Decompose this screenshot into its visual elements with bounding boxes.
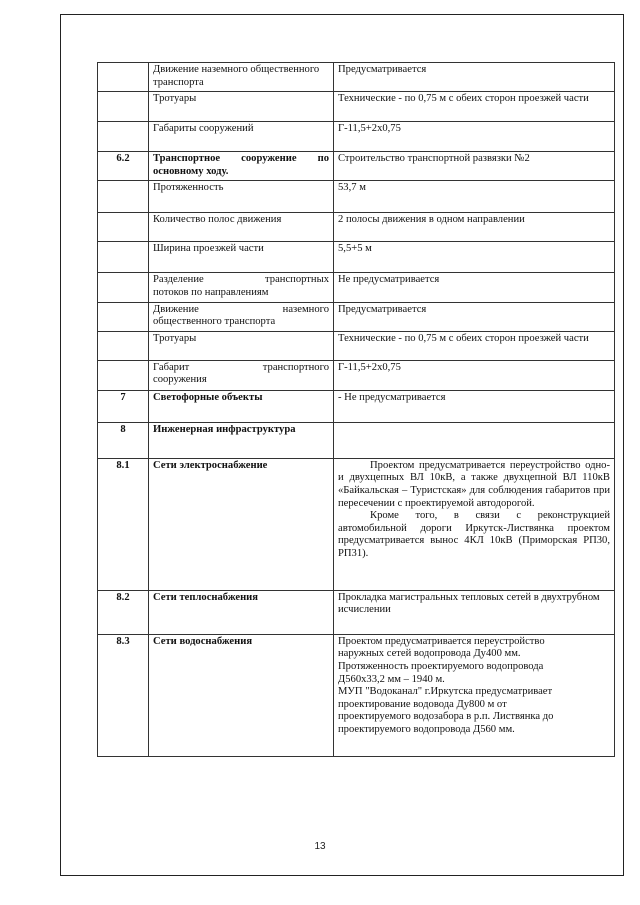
row-value: 53,7 м (334, 181, 615, 213)
table-row (98, 213, 615, 242)
table-row (98, 360, 615, 390)
table-row (98, 273, 615, 302)
row-parameter: Транспортное сооружение по основному ходу. (149, 152, 334, 181)
table-row (98, 590, 615, 634)
row-number (98, 63, 149, 92)
table-row (98, 181, 615, 213)
table-row (98, 92, 615, 122)
row-parameter: Сети электроснабжение (149, 458, 334, 590)
row-parameter: Инженерная инфраструктура (149, 422, 334, 458)
row-parameter: Сети водоснабжения (149, 634, 334, 756)
value-paragraph: Кроме того, в связи с реконструкцией автомобильной дороги Иркутск-Листвянка проектом предусматривается вынос 4КЛ 10кВ (Приморская РП30, РП31). (338, 510, 610, 559)
row-number (98, 273, 149, 302)
row-value: Технические - по 0,75 м с обеих сторон проезжей части (334, 331, 615, 360)
table-row (98, 634, 615, 756)
row-value: 2 полосы движения в одном направлении (334, 213, 615, 242)
table-row (98, 458, 615, 590)
row-parameter-line: Движение наземного (153, 303, 329, 315)
row-parameter: Тротуары (149, 331, 334, 360)
row-parameter: Движение наземного общественного транспорта (149, 63, 334, 92)
row-parameter: Светофорные объекты (149, 390, 334, 422)
row-value: 5,5+5 м (334, 242, 615, 273)
row-number (98, 242, 149, 273)
row-value: Г-11,5+2х0,75 (334, 360, 615, 390)
row-parameter (149, 302, 334, 331)
row-parameter-line: сооружения (153, 374, 207, 386)
row-number (98, 122, 149, 152)
row-number (98, 181, 149, 213)
table-row (98, 122, 615, 152)
row-number: 8.3 (98, 634, 149, 756)
row-number (98, 360, 149, 390)
table-row (98, 63, 615, 92)
row-value: Предусматривается (334, 302, 615, 331)
row-number (98, 92, 149, 122)
row-parameter-line: потоков по направлениям (153, 286, 269, 298)
row-value: - Не предусматривается (334, 390, 615, 422)
row-number (98, 213, 149, 242)
table-row (98, 302, 615, 331)
row-parameter: Габариты сооружений (149, 122, 334, 152)
row-parameter-line: общественного транспорта (153, 316, 276, 328)
row-parameter: Протяженность (149, 181, 334, 213)
row-parameter (149, 273, 334, 302)
row-value: Проектом предусматривается переустройство наружных сетей водопровода Ду400 мм. Протяженность проектируемого водопровода Д560х33,2 мм – 1940 м. МУП "Водоканал" г.Иркутска предусматривает проектирование водовода Ду800 м от проектируемого водозабора в р.п. Листвянка до проектируемого водопровода Д560 мм. (334, 634, 615, 756)
page-number: 13 (314, 841, 326, 852)
table-row (98, 390, 615, 422)
row-number: 8.1 (98, 458, 149, 590)
row-parameter: Тротуары (149, 92, 334, 122)
table-row (98, 422, 615, 458)
row-value: Не предусматривается (334, 273, 615, 302)
specification-table (97, 62, 615, 757)
row-value: Г-11,5+2х0,75 (334, 122, 615, 152)
row-value: Прокладка магистральных тепловых сетей в двухтрубном исчислении (334, 590, 615, 634)
row-value: Строительство транспортной развязки №2 (334, 152, 615, 181)
row-parameter (149, 360, 334, 390)
value-paragraph: Проектом предусматривается переустройство одно- и двухцепных ВЛ 10кВ, а также двухцепной ВЛ 110кВ «Байкальская – Туристская» для соблюдения габаритов при пересечении с проектируемой автодорогой. (338, 459, 610, 509)
row-parameter-line: Разделение транспортных (153, 274, 329, 286)
table-row (98, 331, 615, 360)
table-row (98, 152, 615, 181)
row-number (98, 331, 149, 360)
row-parameter: Количество полос движения (149, 213, 334, 242)
row-parameter: Ширина проезжей части (149, 242, 334, 273)
table-row (98, 242, 615, 273)
row-number: 6.2 (98, 152, 149, 181)
row-parameter: Сети теплоснабжения (149, 590, 334, 634)
row-number: 8 (98, 422, 149, 458)
row-value: Предусматривается (334, 63, 615, 92)
row-number: 8.2 (98, 590, 149, 634)
row-value: Технические - по 0,75 м с обеих сторон проезжей части (334, 92, 615, 122)
row-value (334, 422, 615, 458)
row-parameter-line: Габарит транспортного (153, 361, 329, 373)
row-number: 7 (98, 390, 149, 422)
row-number (98, 302, 149, 331)
row-value (334, 458, 615, 590)
